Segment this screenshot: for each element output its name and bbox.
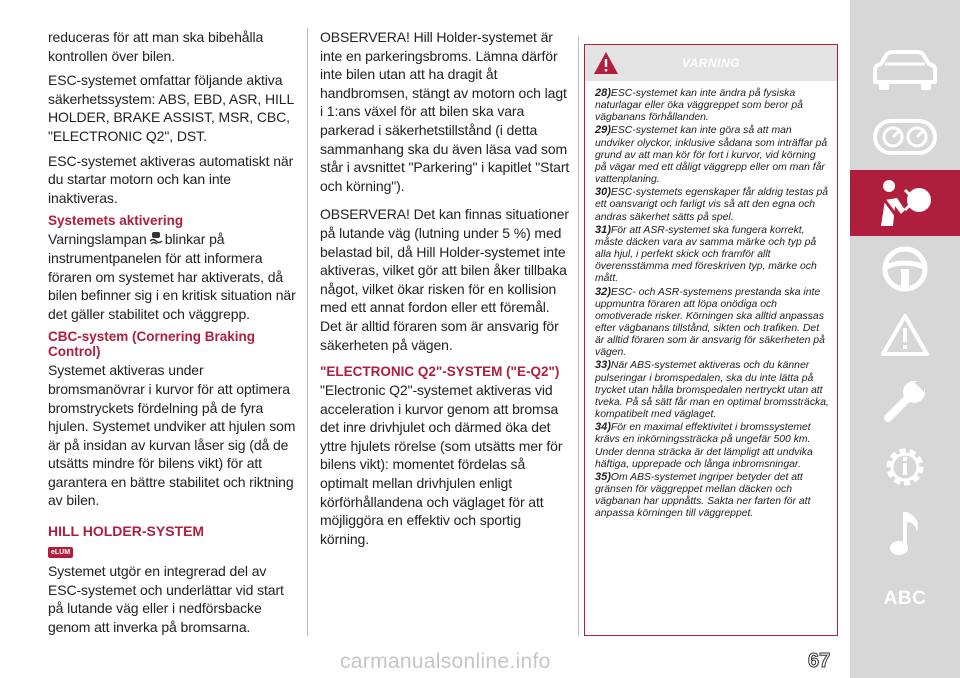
warning-item	[595, 87, 829, 124]
dashboard-gauges-icon[interactable]	[850, 104, 960, 170]
page-number: 67	[808, 650, 831, 672]
abc-label: ABC	[883, 588, 927, 609]
warning-item	[595, 124, 829, 186]
warning-item-text: ESC-systemets egenskaper får aldrig testas på ett oansvarigt och farligt vis så att den egna och andras säkerhet sätts på spel.	[595, 187, 829, 223]
elum-badge: eLUM	[48, 547, 73, 558]
warning-item-text: För att ASR-systemet ska fungera korrekt, måste däcken vara av samma märke och typ på alla hjul, i perfekt skick och framför allt överensstämma med föreskriven typ, märke och mått.	[595, 224, 817, 285]
abc-index-tab[interactable]	[850, 566, 960, 632]
warning-item-number: 31)	[595, 223, 611, 236]
section-heading: HILL HOLDER-SYSTEM	[48, 523, 205, 540]
paragraph: OBSERVERA! Hill Holder-systemet är inte en parkeringsbroms. Lämna därför inte bilen utan att ha dragit åt handbromsen, stängt av motorn och lagt i 1:ans växel för att bilen ska vara parkerad i säkerhetstillstånd (i detta sammanhang ska du även läsa vad som står i avsnittet "Parkering" i kapitlet "Start och körning").	[320, 29, 570, 194]
warning-triangle-icon[interactable]	[850, 302, 960, 368]
paragraph: Systemet utgör en integrerad del av ESC-systemet och underlättar vid start på lutande väg eller i nedförsbacke genom att inverka på bromsarna.	[48, 563, 284, 635]
section-heading: "ELECTRONIC Q2"-SYSTEM ("E-Q2")	[320, 364, 560, 380]
warning-item-number: 34)	[595, 421, 611, 434]
warning-header	[585, 45, 837, 81]
warning-item-number: 30)	[595, 186, 611, 199]
left-column	[48, 28, 298, 642]
settings-info-icon[interactable]	[850, 434, 960, 500]
warning-item	[595, 421, 829, 471]
wrench-icon[interactable]	[850, 368, 960, 434]
warning-item-number: 32)	[595, 285, 611, 298]
warning-item-number: 28)	[595, 87, 611, 99]
paragraph: Systemet aktiveras under bromsmanövrar i kurvor för att optimera bromstryckets fördelning på de fyra hjulen. Systemet undviker att hjulen som är på insidan av kurvan låser sig (då de utsätts mindre för bilens vikt) för att garantera en bättre stabilitet och riktning av bilen.	[48, 362, 296, 509]
seatbelt-airbag-icon[interactable]	[850, 170, 960, 236]
warning-item-number: 35)	[595, 470, 611, 483]
column-divider	[578, 36, 579, 636]
car-icon[interactable]	[850, 38, 960, 104]
warning-item-number: 29)	[595, 124, 611, 137]
middle-column	[320, 28, 570, 554]
music-note-icon[interactable]	[850, 500, 960, 566]
esc-warning-light-icon	[148, 231, 164, 245]
paragraph-text: blinkar på instrumentpanelen för att informera föraren om systemet har aktiverats, då bilen befinner sig i en kritisk situation när det gäller stabilitet och väggrepp.	[48, 231, 296, 322]
warning-item-text: Om ABS-systemet ingriper betyder det att gränsen för väggreppet mellan däcken och vägbanan har uppnåtts. Sakta ner farten för att anpassa körningen till väggreppet.	[595, 471, 811, 520]
warning-title: VARNING	[682, 56, 740, 70]
chapter-sidebar	[850, 0, 960, 678]
warning-item	[595, 471, 829, 521]
watermark: carmanualsonline.info	[340, 650, 551, 673]
section-heading: CBC-system (Cornering Braking Control)	[48, 329, 256, 360]
warning-item	[595, 224, 829, 286]
paragraph: ESC-systemet omfattar följande aktiva säkerhetssystem: ABS, EBD, ASR, HILL HOLDER, BRAKE ASSIST, MSR, CBC, "ELECTRONIC Q2", DST.	[48, 72, 294, 144]
warning-item	[595, 359, 829, 421]
paragraph: OBSERVERA! Det kan finnas situationer på lutande väg (lutning under 5 %) med belastad bil, då Hill Holder-systemet inte aktiveras, vilket gör att bilen åker tillbaka något, vilket ökar risken för en kollision med ett annat fordon eller ett föremål. Det är alltid föraren som är ansvarig för säkerheten på vägen.	[320, 206, 569, 353]
paragraph-text: Varningslampan	[48, 231, 147, 248]
warning-item-text: ESC- och ASR-systemens prestanda ska inte uppmuntra föraren att löpa onödiga och omotiverade risker. Körningen ska alltid anpassas efter vägbanans tillstånd, sikten och trafiken. Det är alltid föraren som är ansvarig för säkerheten på vägen.	[595, 286, 825, 359]
paragraph	[48, 230, 298, 323]
warning-item-text: När ABS-systemet aktiveras och du känner pulseringar i bromspedalen, ska du inte lätta på trycket utan hålla bromspedalen nertryckt utan att tveka. På så sätt får man en optimal bromssträcka, kompatibelt med väglaget.	[595, 360, 829, 421]
warning-item-text: ESC-systemet kan inte ändra på fysiska naturlagar eller öka väggreppet som beror på vägbanans förhållanden.	[595, 88, 803, 124]
section-heading: Systemets aktivering	[48, 213, 184, 229]
warning-list	[585, 81, 837, 520]
paragraph: "Electronic Q2"-systemet aktiveras vid acceleration i kurvor genom att bromsa det inre drivhjulet och därmed öka det yttre hjulets rörelse (som utsätts mer för bilens vikt): momentet fördelas så optimalt mellan drivhjulen enligt körförhållandena och väglaget för att möjliggöra en effektiv och sportig körning.	[320, 382, 563, 547]
steering-wheel-icon[interactable]	[850, 236, 960, 302]
paragraph: ESC-systemet aktiveras automatiskt när du startar motorn och kan inte inaktiveras.	[48, 152, 294, 206]
warning-box	[584, 44, 838, 636]
warning-item	[595, 286, 829, 360]
paragraph: reduceras för att man ska bibehålla kontrollen över bilen.	[48, 29, 264, 64]
column-divider	[307, 28, 308, 636]
warning-item-text: ESC-systemet kan inte göra så att man undviker olyckor, inklusive sådana som inträffar på grund av att man kör för fort i kurvor, vid körning på vägar med ett dåligt väggrepp eller om man får vattenplaning.	[595, 125, 828, 186]
warning-item	[595, 186, 829, 223]
warning-item-number: 33)	[595, 359, 611, 372]
warning-item-text: För en maximal effektivitet i bromssystemet krävs en inkörningssträcka på ungefär 500 km. Under denna sträcka är det lämpligt att undvika häftiga, upprepade och långa inbromsningar.	[595, 422, 813, 470]
